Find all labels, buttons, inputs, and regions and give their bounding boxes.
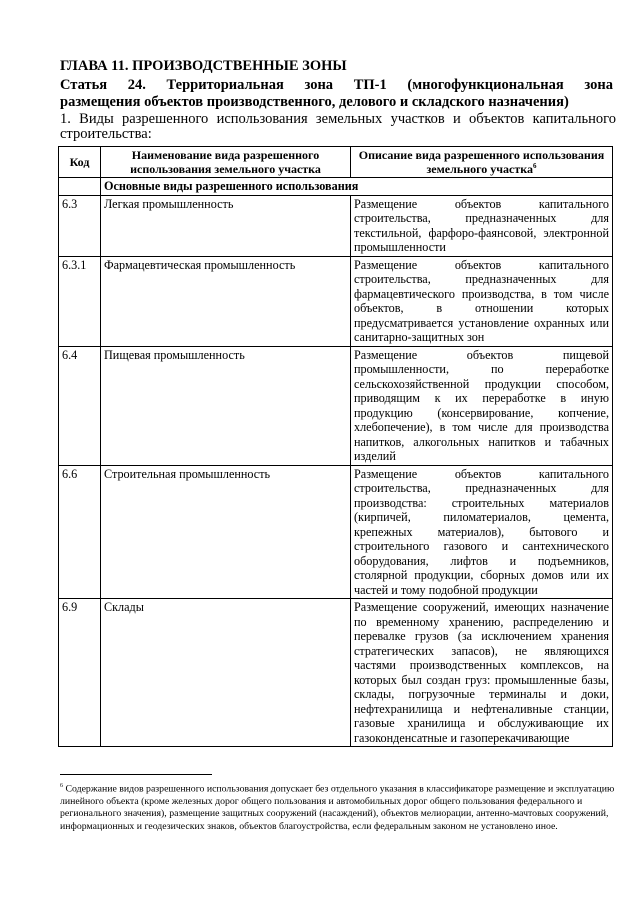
row-name: Фармацевтическая промышленность bbox=[101, 256, 351, 346]
table-row bbox=[59, 256, 613, 346]
row-name: Легкая промышленность bbox=[101, 195, 351, 256]
article-title bbox=[60, 77, 613, 110]
header-description-text: Описание вида разрешенного использования земельного участка bbox=[358, 148, 605, 176]
row-code: 6.3 bbox=[59, 195, 101, 256]
land-use-table bbox=[58, 146, 613, 747]
table-row bbox=[59, 465, 613, 599]
row-code: 6.4 bbox=[59, 346, 101, 465]
footnote-divider bbox=[60, 774, 212, 775]
table-row bbox=[59, 195, 613, 256]
row-name: Строительная промышленность bbox=[101, 465, 351, 599]
footnote-number: 6 bbox=[60, 783, 63, 789]
table-row bbox=[59, 599, 613, 747]
footnote bbox=[60, 780, 620, 833]
section-intro-line-1: 1. Виды разрешенного использования земельных участков и объектов капитального bbox=[60, 111, 616, 127]
footnote-text: Содержание видов разрешенного использования допускает без отдельного указания в классификаторе размещение и эксплуатацию линейного объекта (кроме железных дорог общего пользования и автомобильных дорог общего пользования федерального и регионального значения), размещение защитных сооружений (насаждений), объектов мелиорации, антенно-мачтовых сооружений, информационных и геодезических знаков, объектов благоустройства, если федеральным законом не установлено иное. bbox=[60, 783, 615, 832]
row-code: 6.3.1 bbox=[59, 256, 101, 346]
table-header-row bbox=[59, 147, 613, 178]
section-intro-line-2: строительства: bbox=[60, 126, 152, 142]
table-row bbox=[59, 346, 613, 465]
row-description: Размещение объектов капитального строительства, предназначенных для производства: строительных материалов (кирпичей, пиломатериалов, цемента, крепежных материалов), бытового и строительного газового и сантехнического оборудования, лифтов и подъемников, столярной продукции, сборных домов или их частей и тому подобной продукции bbox=[351, 465, 613, 599]
article-title-line-1: Статья 24. Территориальная зона ТП-1 (многофункциональная зона bbox=[60, 77, 613, 93]
footnote-marker: 6 bbox=[533, 162, 537, 170]
chapter-title: ГЛАВА 11. ПРОИЗВОДСТВЕННЫЕ ЗОНЫ bbox=[60, 58, 347, 74]
row-name: Склады bbox=[101, 599, 351, 747]
row-code: 6.6 bbox=[59, 465, 101, 599]
header-description bbox=[351, 147, 613, 178]
table-section-row bbox=[59, 178, 613, 196]
header-code: Код bbox=[59, 147, 101, 178]
row-name: Пищевая промышленность bbox=[101, 346, 351, 465]
section-intro bbox=[60, 112, 616, 142]
row-code: 6.9 bbox=[59, 599, 101, 747]
row-description: Размещение объектов капитального строительства, предназначенных для текстильной, фарфоро-фаянсовой, электронной промышленности bbox=[351, 195, 613, 256]
article-title-line-2: размещения объектов производственного, делового и складского назначения) bbox=[60, 93, 569, 110]
section-empty-cell bbox=[59, 178, 101, 196]
header-name: Наименование вида разрешенного использования земельного участка bbox=[101, 147, 351, 178]
row-description: Размещение объектов пищевой промышленности, по переработке сельскохозяйственной продукции способом, приводящим к их переработке в иную продукцию (консервирование, копчение, хлебопечение), в том числе для производства напитков, алкогольных напитков и табачных изделий bbox=[351, 346, 613, 465]
row-description: Размещение сооружений, имеющих назначение по временному хранению, распределению и перевалке грузов (за исключением хранения стратегических запасов), не являющихся частями производственных комплексов, на которых был создан груз: промышленные базы, склады, погрузочные терминалы и доки, нефтехранилища и нефтеналивные станции, газовые хранилища и обслуживающие их газоконденсатные и газоперекачивающие bbox=[351, 599, 613, 747]
section-title: Основные виды разрешенного использования bbox=[101, 178, 613, 196]
row-description: Размещение объектов капитального строительства, предназначенных для фармацевтического производства, в том числе объектов, в отношении которых предусматривается установление охранных или санитарно-защитных зон bbox=[351, 256, 613, 346]
